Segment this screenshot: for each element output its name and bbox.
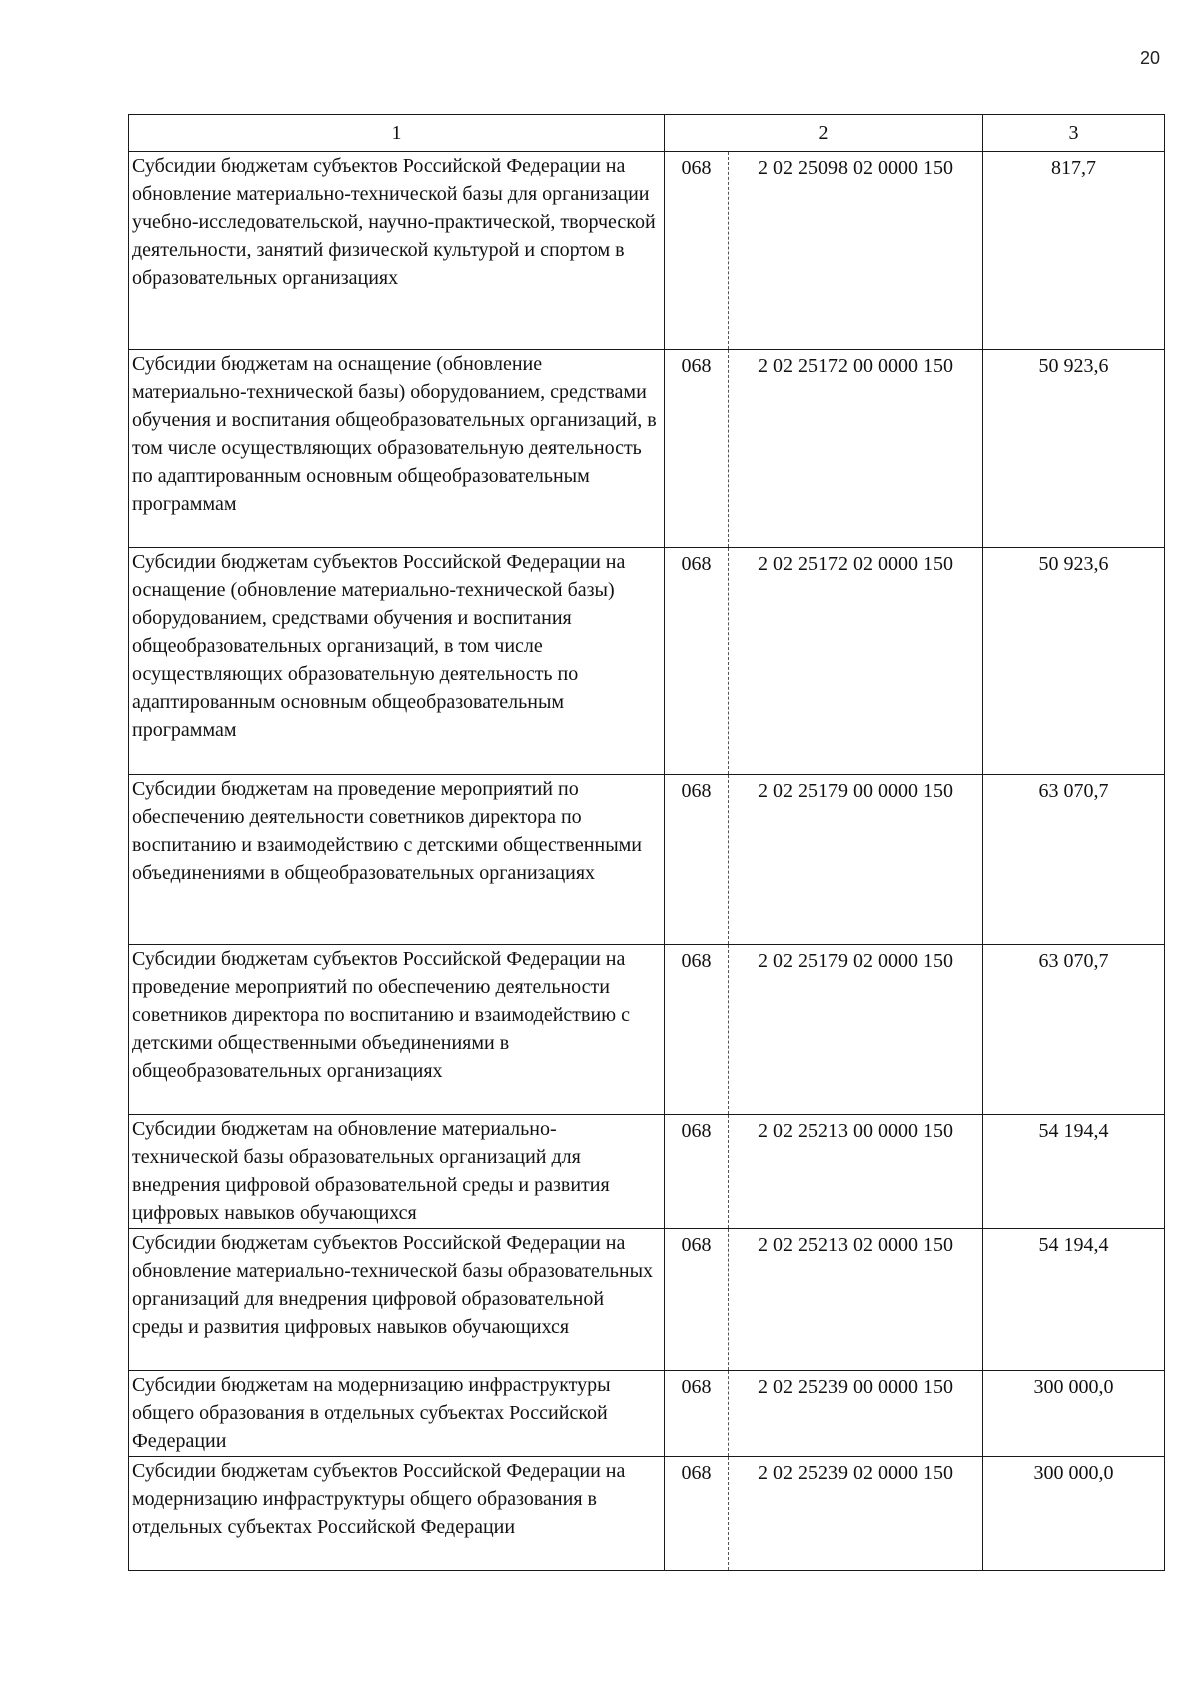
admin-code-cell: 068 [665,548,729,775]
table-header-row [129,115,1165,152]
table-row [129,350,1165,548]
amount-cell: 54 194,4 [983,1229,1165,1371]
admin-code-cell: 068 [665,945,729,1115]
revenue-name-cell: Субсидии бюджетам на модернизацию инфраструктуры общего образования в отдельных субъектах Российской Федерации [129,1371,665,1457]
amount-cell: 817,7 [983,152,1165,350]
budget-code-cell: 2 02 25213 00 0000 150 [729,1115,983,1229]
amount-cell: 63 070,7 [983,775,1165,945]
table-row [129,1229,1165,1371]
budget-code-cell: 2 02 25179 02 0000 150 [729,945,983,1115]
table-row [129,548,1165,775]
budget-code-cell: 2 02 25098 02 0000 150 [729,152,983,350]
admin-code-cell: 068 [665,1229,729,1371]
admin-code-cell: 068 [665,775,729,945]
budget-code-cell: 2 02 25239 00 0000 150 [729,1371,983,1457]
admin-code-cell: 068 [665,350,729,548]
amount-cell: 300 000,0 [983,1457,1165,1571]
budget-code-cell: 2 02 25172 00 0000 150 [729,350,983,548]
amount-cell: 50 923,6 [983,548,1165,775]
revenue-name-cell: Субсидии бюджетам субъектов Российской Федерации на модернизацию инфраструктуры общего образования в отдельных субъектах Российской Федерации [129,1457,665,1571]
table-row [129,1115,1165,1229]
revenue-name-cell: Субсидии бюджетам субъектов Российской Федерации на оснащение (обновление материально-технической базы) оборудованием, средствами обучения и воспитания общеобразовательных организаций, в том числе осуществляющих образовательную деятельность по адаптированным основным общеобразовательным программам [129,548,665,775]
table-row [129,1371,1165,1457]
budget-code-cell: 2 02 25213 02 0000 150 [729,1229,983,1371]
revenue-name-cell: Субсидии бюджетам на оснащение (обновление материально-технической базы) оборудованием, средствами обучения и воспитания общеобразовательных организаций, в том числе осуществляющих образовательную деятельность по адаптированным основным общеобразовательным программам [129,350,665,548]
revenue-name-cell: Субсидии бюджетам субъектов Российской Федерации на обновление материально-технической базы для организации учебно-исследовательской, научно-практической, творческой деятельности, занятий физической культурой и спортом в образовательных организациях [129,152,665,350]
page-number: 20 [1140,48,1161,68]
table-row [129,775,1165,945]
amount-cell: 300 000,0 [983,1371,1165,1457]
column-header-code: 2 [665,115,983,152]
admin-code-cell: 068 [665,1457,729,1571]
admin-code-cell: 068 [665,1371,729,1457]
revenue-name-cell: Субсидии бюджетам на обновление материально-технической базы образовательных организаций для внедрения цифровой образовательной среды и развития цифровых навыков обучающихся [129,1115,665,1229]
amount-cell: 63 070,7 [983,945,1165,1115]
table-row [129,945,1165,1115]
budget-revenue-table [128,114,1165,1571]
revenue-name-cell: Субсидии бюджетам на проведение мероприятий по обеспечению деятельности советников директора по воспитанию и взаимодействию с детскими общественными объединениями в общеобразовательных организациях [129,775,665,945]
revenue-name-cell: Субсидии бюджетам субъектов Российской Федерации на проведение мероприятий по обеспечению деятельности советников директора по воспитанию и взаимодействию с детскими общественными объединениями в общеобразовательных организациях [129,945,665,1115]
admin-code-cell: 068 [665,152,729,350]
amount-cell: 54 194,4 [983,1115,1165,1229]
amount-cell: 50 923,6 [983,350,1165,548]
column-header-name: 1 [129,115,665,152]
budget-code-cell: 2 02 25179 00 0000 150 [729,775,983,945]
column-header-amount: 3 [983,115,1165,152]
revenue-name-cell: Субсидии бюджетам субъектов Российской Федерации на обновление материально-технической базы образовательных организаций для внедрения цифровой образовательной среды и развития цифровых навыков обучающихся [129,1229,665,1371]
budget-code-cell: 2 02 25172 02 0000 150 [729,548,983,775]
budget-code-cell: 2 02 25239 02 0000 150 [729,1457,983,1571]
admin-code-cell: 068 [665,1115,729,1229]
table-row [129,1457,1165,1571]
table-row [129,152,1165,350]
